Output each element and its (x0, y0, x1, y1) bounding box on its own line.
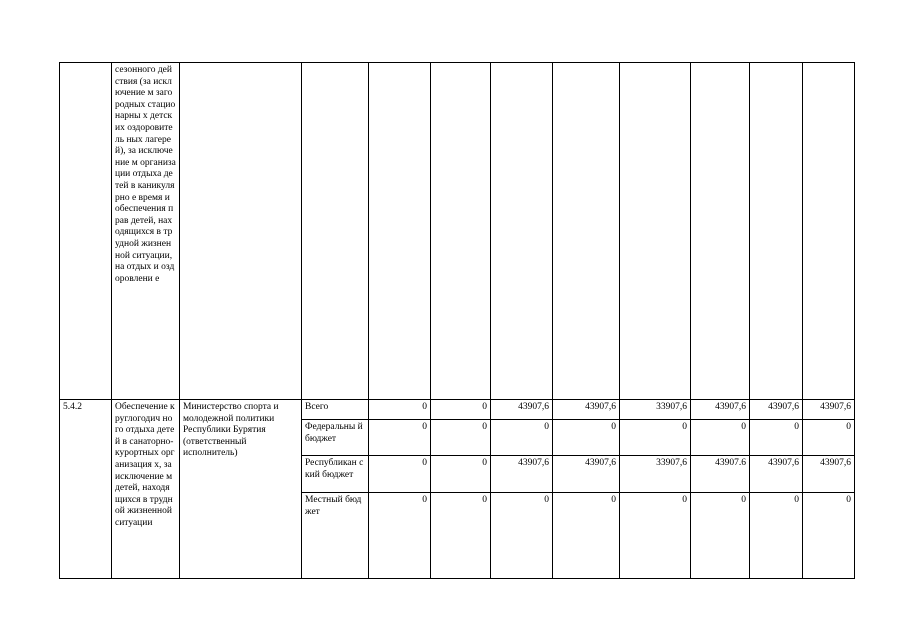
value-cell: 0 (750, 493, 803, 579)
value-cell: 0 (369, 456, 431, 493)
value-cell: 0 (431, 420, 491, 456)
value-cell: 43907,6 (750, 456, 803, 493)
continuation-text: сезонного действия (за исключение м загородных стационарны х детских оздоровитель ных лагерей), за исключение м организации отдыха детей в каникулярно е время и обеспечения прав детей, находящихся в трудной жизненной ситуации, на отдых и оздоровлени е (115, 65, 176, 284)
value-cell: 43907,6 (491, 400, 553, 420)
value-cell (620, 63, 691, 400)
source-cell (302, 63, 369, 400)
budget-table (59, 62, 855, 579)
value-cell: 0 (491, 420, 553, 456)
value-cell: 33907,6 (620, 400, 691, 420)
value-cell: 0 (369, 420, 431, 456)
value-cell (553, 63, 620, 400)
value-cell: 0 (553, 493, 620, 579)
value-cell: 43907,6 (750, 400, 803, 420)
executor-cell: Министерство спорта и молодежной политики Республики Бурятия (ответственный исполнитель) (180, 400, 302, 579)
value-cell: 0 (691, 493, 750, 579)
value-cell: 43907,6 (803, 456, 855, 493)
value-cell: 0 (369, 400, 431, 420)
source-label: Местный бюджет (302, 493, 369, 579)
value-cell: 0 (431, 493, 491, 579)
value-cell: 0 (369, 493, 431, 579)
value-cell: 0 (620, 420, 691, 456)
value-cell: 0 (803, 420, 855, 456)
value-cell: 0 (431, 456, 491, 493)
measure-name-cell: Обеспечение круглогодич ного отдыха детей в санаторно-курортных организация х, за исключение м детей, находящихся в трудной жизненной ситуации (112, 400, 180, 579)
code-cell (60, 63, 112, 400)
value-cell (691, 63, 750, 400)
value-cell: 43907,6 (553, 456, 620, 493)
value-cell: 0 (803, 493, 855, 579)
value-cell (750, 63, 803, 400)
table-row-continuation (60, 63, 855, 400)
value-cell: 0 (691, 420, 750, 456)
value-cell (431, 63, 491, 400)
value-cell: 0 (620, 493, 691, 579)
value-cell: 43907,6 (491, 456, 553, 493)
value-cell: 43907,6 (553, 400, 620, 420)
value-cell: 0 (491, 493, 553, 579)
value-cell: 33907,6 (620, 456, 691, 493)
value-cell: 43907.6 (691, 456, 750, 493)
value-cell: 0 (431, 400, 491, 420)
value-cell: 43907,6 (803, 400, 855, 420)
source-label: Республикан ский бюджет (302, 456, 369, 493)
code-cell: 5.4.2 (60, 400, 112, 579)
table-row-total (60, 400, 855, 420)
value-cell: 0 (553, 420, 620, 456)
value-cell (803, 63, 855, 400)
executor-cell (180, 63, 302, 400)
value-cell: 43907,6 (691, 400, 750, 420)
value-cell (369, 63, 431, 400)
value-cell (491, 63, 553, 400)
source-label: Всего (302, 400, 369, 420)
source-label: Федеральны й бюджет (302, 420, 369, 456)
value-cell: 0 (750, 420, 803, 456)
name-cell (112, 63, 180, 400)
